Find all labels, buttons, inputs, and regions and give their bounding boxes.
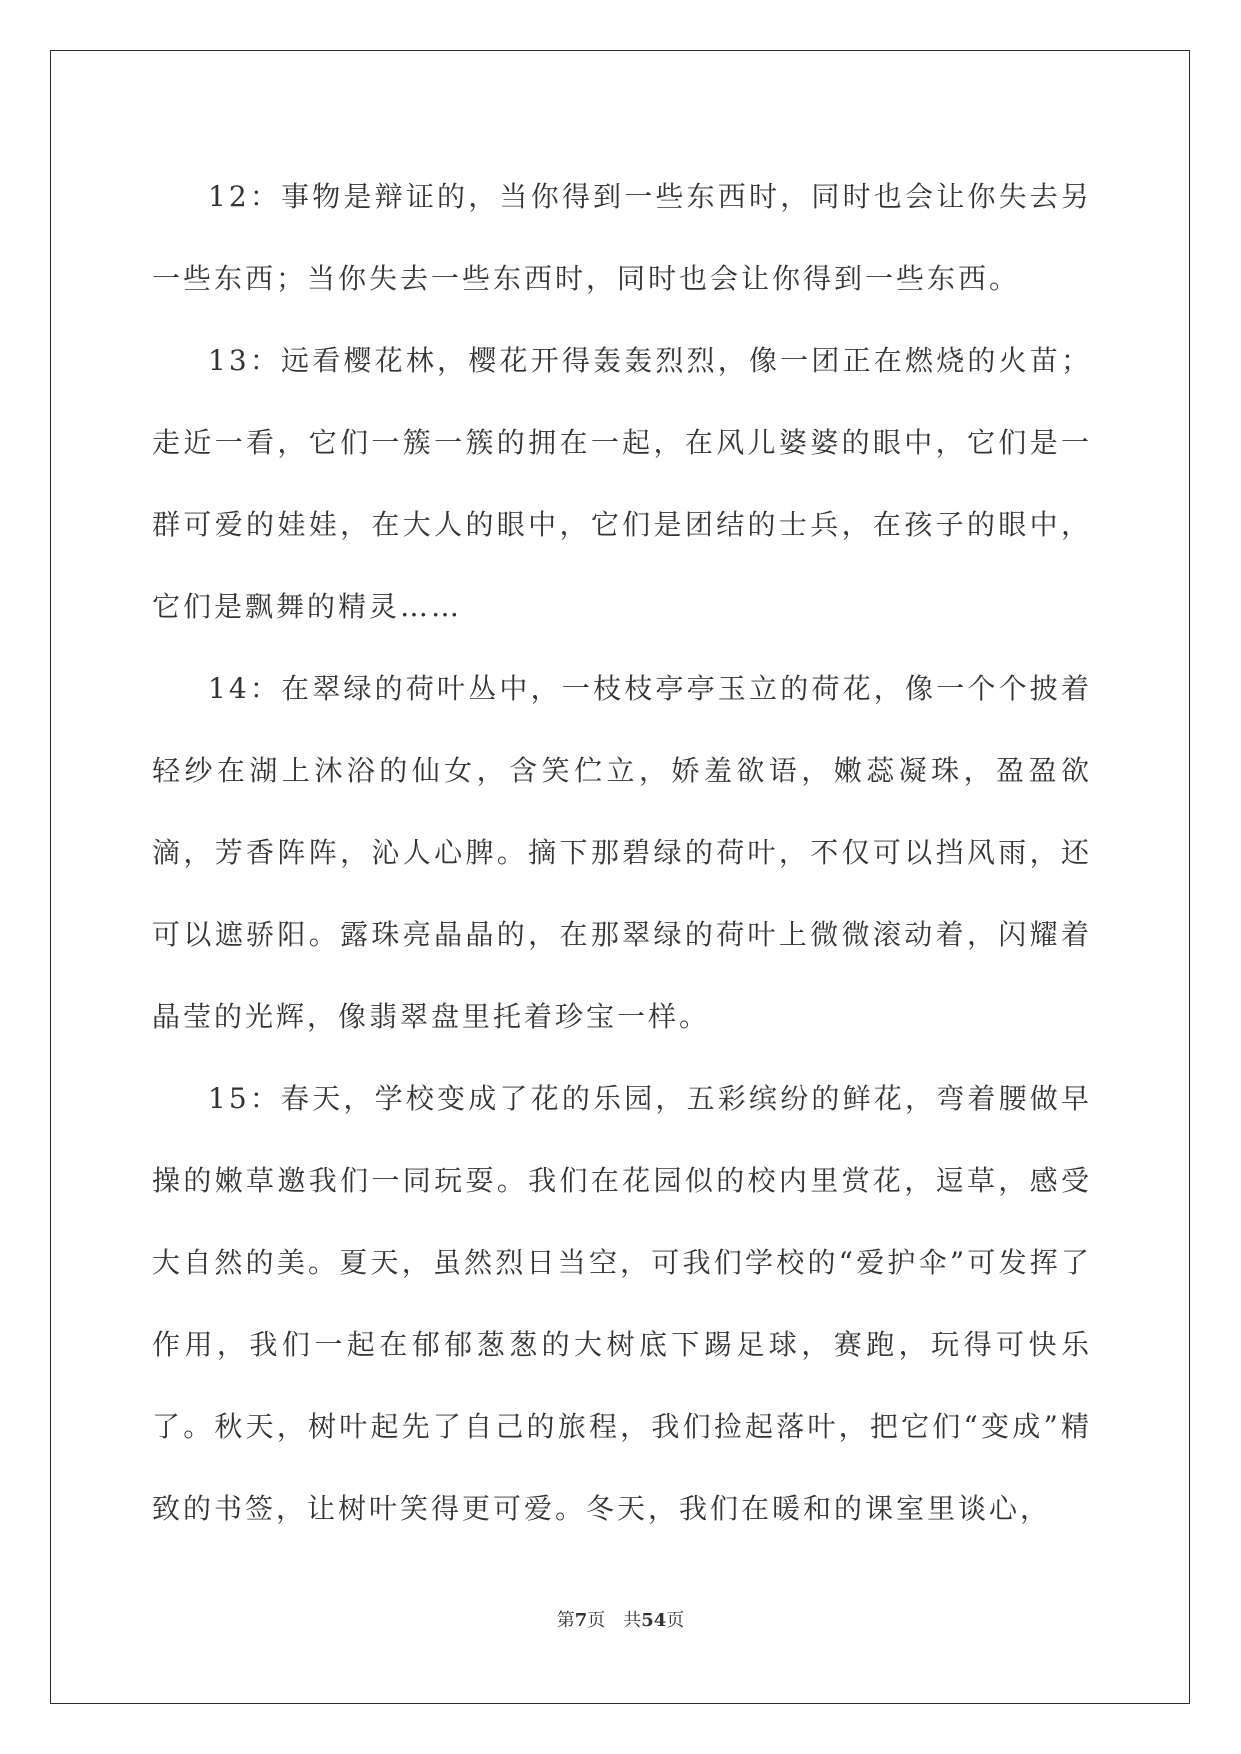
paragraph-15: 15：春天，学校变成了花的乐园，五彩缤纷的鲜花，弯着腰做早操的嫩草邀我们一同玩耍。我们在花园似的校内里赏花，逗草，感受大自然的美。夏天，虽然烈日当空，可我们学校的“爱护伞”可发挥了作用，我们一起在郁郁葱葱的大树底下踢足球，赛跑，玩得可快乐了。秋天，树叶起先了自己的旅程，我们捡起落叶，把它们“变成”精致的书签，让树叶笑得更可爱。冬天，我们在暖和的课室里谈心， <box>152 1082 1092 1525</box>
paragraph-14: 14：在翠绿的荷叶丛中，一枝枝亭亭玉立的荷花，像一个个披着轻纱在湖上沐浴的仙女，含笑伫立，娇羞欲语，嫩蕊凝珠，盈盈欲滴，芳香阵阵，沁人心脾。摘下那碧绿的荷叶，不仅可以挡风雨，还可以遮骄阳。露珠亮晶晶的，在那翠绿的荷叶上微微滚动着，闪耀着晶莹的光辉，像翡翠盘里托着珍宝一样。 <box>152 672 1092 1033</box>
footer-prefix: 第 <box>556 1610 575 1631</box>
footer-total-suffix: 页 <box>666 1610 685 1631</box>
total-pages-number: 54 <box>641 1610 667 1631</box>
document-body <box>152 156 1092 1550</box>
page-footer <box>0 1606 1241 1632</box>
paragraph-12: 12：事物是辩证的，当你得到一些东西时，同时也会让你失去另一些东西；当你失去一些东西时，同时也会让你得到一些东西。 <box>152 180 1092 295</box>
current-page-number: 7 <box>574 1610 588 1631</box>
footer-total-prefix: 共 <box>623 1610 642 1631</box>
footer-page-suffix: 页 <box>587 1610 606 1631</box>
paragraph-13: 13：远看樱花林，樱花开得轰轰烈烈，像一团正在燃烧的火苗；走近一看，它们一簇一簇的拥在一起，在风儿婆婆的眼中，它们是一群可爱的娃娃，在大人的眼中，它们是团结的士兵，在孩子的眼中，它们是飘舞的精灵…… <box>152 344 1092 623</box>
